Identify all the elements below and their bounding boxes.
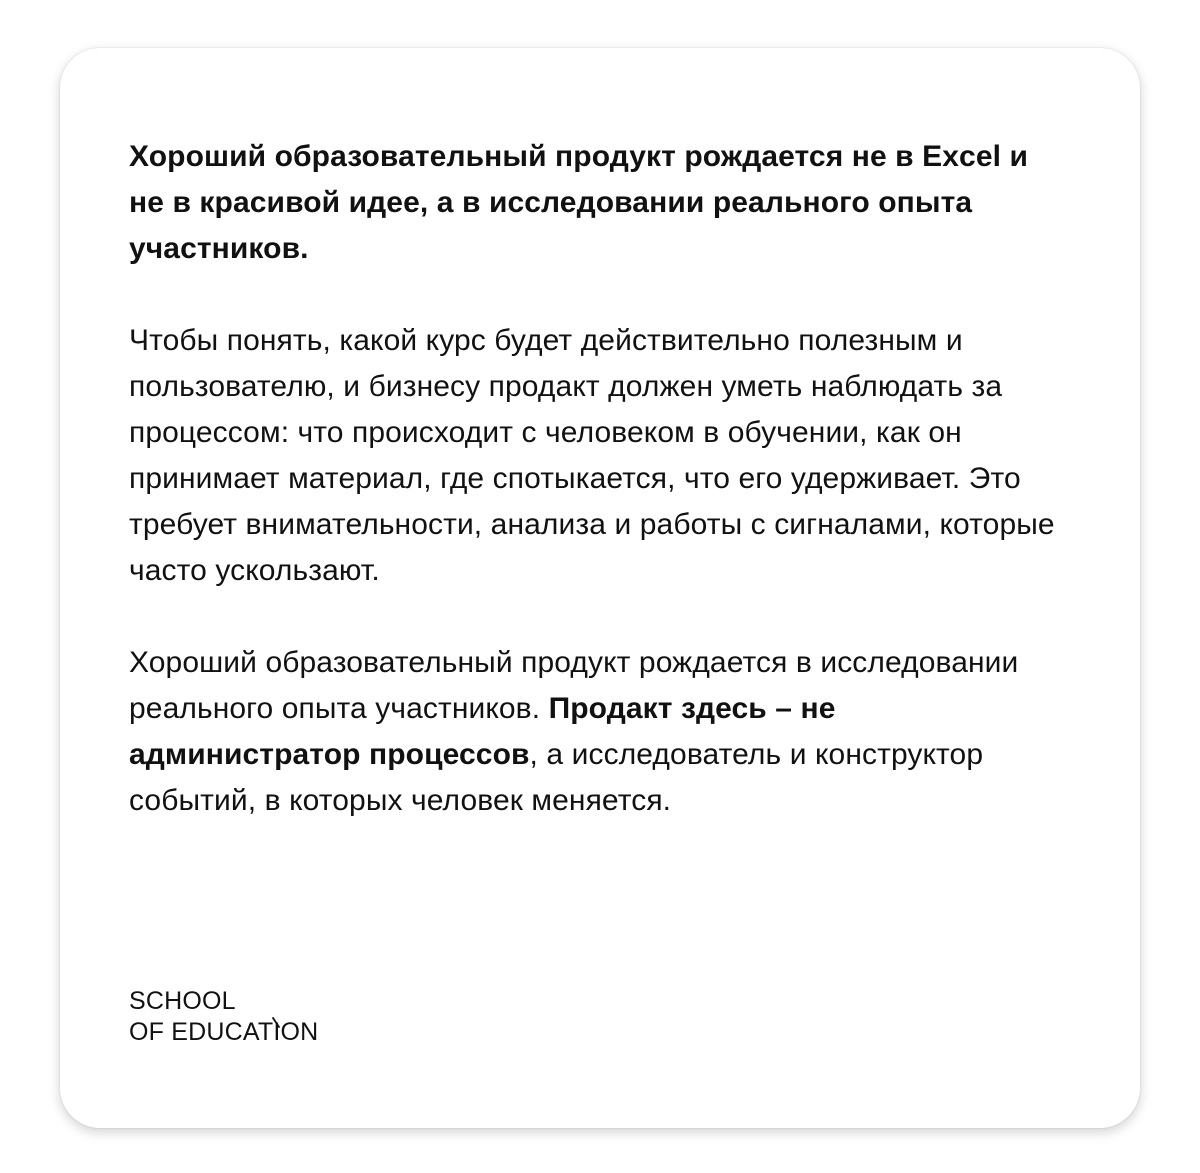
logo-line-1: SCHOOL [129, 987, 236, 1015]
logo-line-2: OF EDUCATION [129, 1018, 319, 1046]
conclusion-text-bold: Продакт здесь – не администратор процессов [129, 692, 836, 771]
lead-paragraph: Хороший образовательный продукт рождается не в Excel и не в красивой идее, а в исследовании реального опыта участников. [129, 140, 1029, 265]
post-text [129, 134, 1059, 870]
school-logo [129, 986, 318, 1048]
conclusion-text-end: , а исследователь и конструктор событий, в которых человек меняется. [129, 738, 984, 817]
logo-accent-icon [272, 1017, 282, 1029]
post-card [60, 48, 1140, 1128]
body-paragraph: Чтобы понять, какой курс будет действительно полезным и пользователю, и бизнесу продакт должен уметь наблюдать за процессом: что происходит с человеком в обучении, как он принимает материал, где спотыкается, что его удерживает. Это требует внимательности, анализа и работы с сигналами, которые часто ускользают. [129, 324, 1055, 587]
conclusion-text-start: Хороший образовательный продукт рождается в исследовании реального опыта участников. [129, 646, 1019, 725]
conclusion-paragraph [129, 640, 1059, 824]
